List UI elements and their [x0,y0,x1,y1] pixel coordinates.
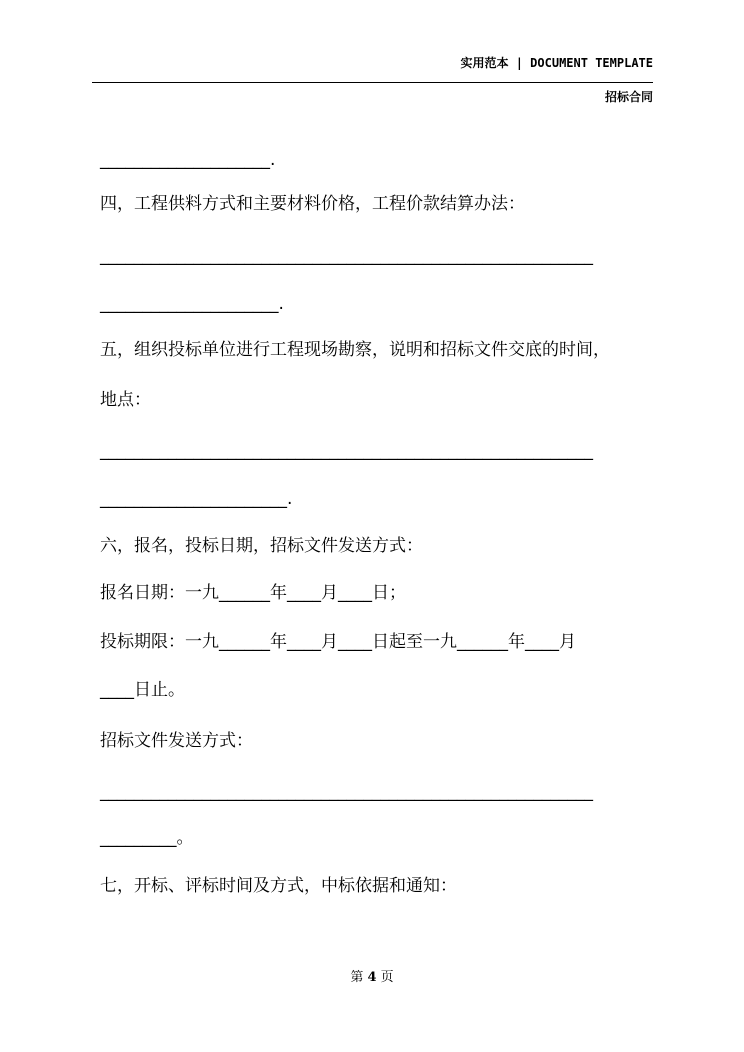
blank-line: __________________________________________________________ [100,246,593,266]
blank-line-end: ____________________. [100,150,276,170]
page-suffix: 页 [380,970,394,985]
header-subtitle: 招标合同 [604,90,653,104]
delivery-method-label: 招标文件发送方式： [100,731,253,751]
blank-line: __________________________________________________________ [100,441,593,461]
header-title: 实用范本 | DOCUMENT TEMPLATE [460,56,653,70]
section-five-heading-cont: 地点： [100,390,151,410]
blank-line-end: _________。 [100,828,194,848]
header-divider [92,82,653,83]
blank-line-end: ______________________. [100,489,293,509]
bidding-period: 投标期限：一九______年____月____日起至一九______年____月 [100,632,576,652]
page-prefix: 第 [350,970,364,985]
section-seven-heading: 七，开标、评标时间及方式，中标依据和通知： [100,876,457,896]
section-five-heading: 五，组织投标单位进行工程现场勘察，说明和招标文件交底的时间， [100,340,610,360]
registration-date: 报名日期：一九______年____月____日； [100,583,406,603]
bidding-period-cont: ____日止。 [100,680,185,700]
blank-line-end: _____________________. [100,294,284,314]
page-number [0,966,744,985]
page-number-value: 4 [367,970,377,985]
section-six-heading: 六，报名，投标日期，招标文件发送方式： [100,536,423,556]
section-four-heading: 四，工程供料方式和主要材料价格，工程价款结算办法： [100,194,525,214]
blank-line: __________________________________________________________ [100,782,593,802]
